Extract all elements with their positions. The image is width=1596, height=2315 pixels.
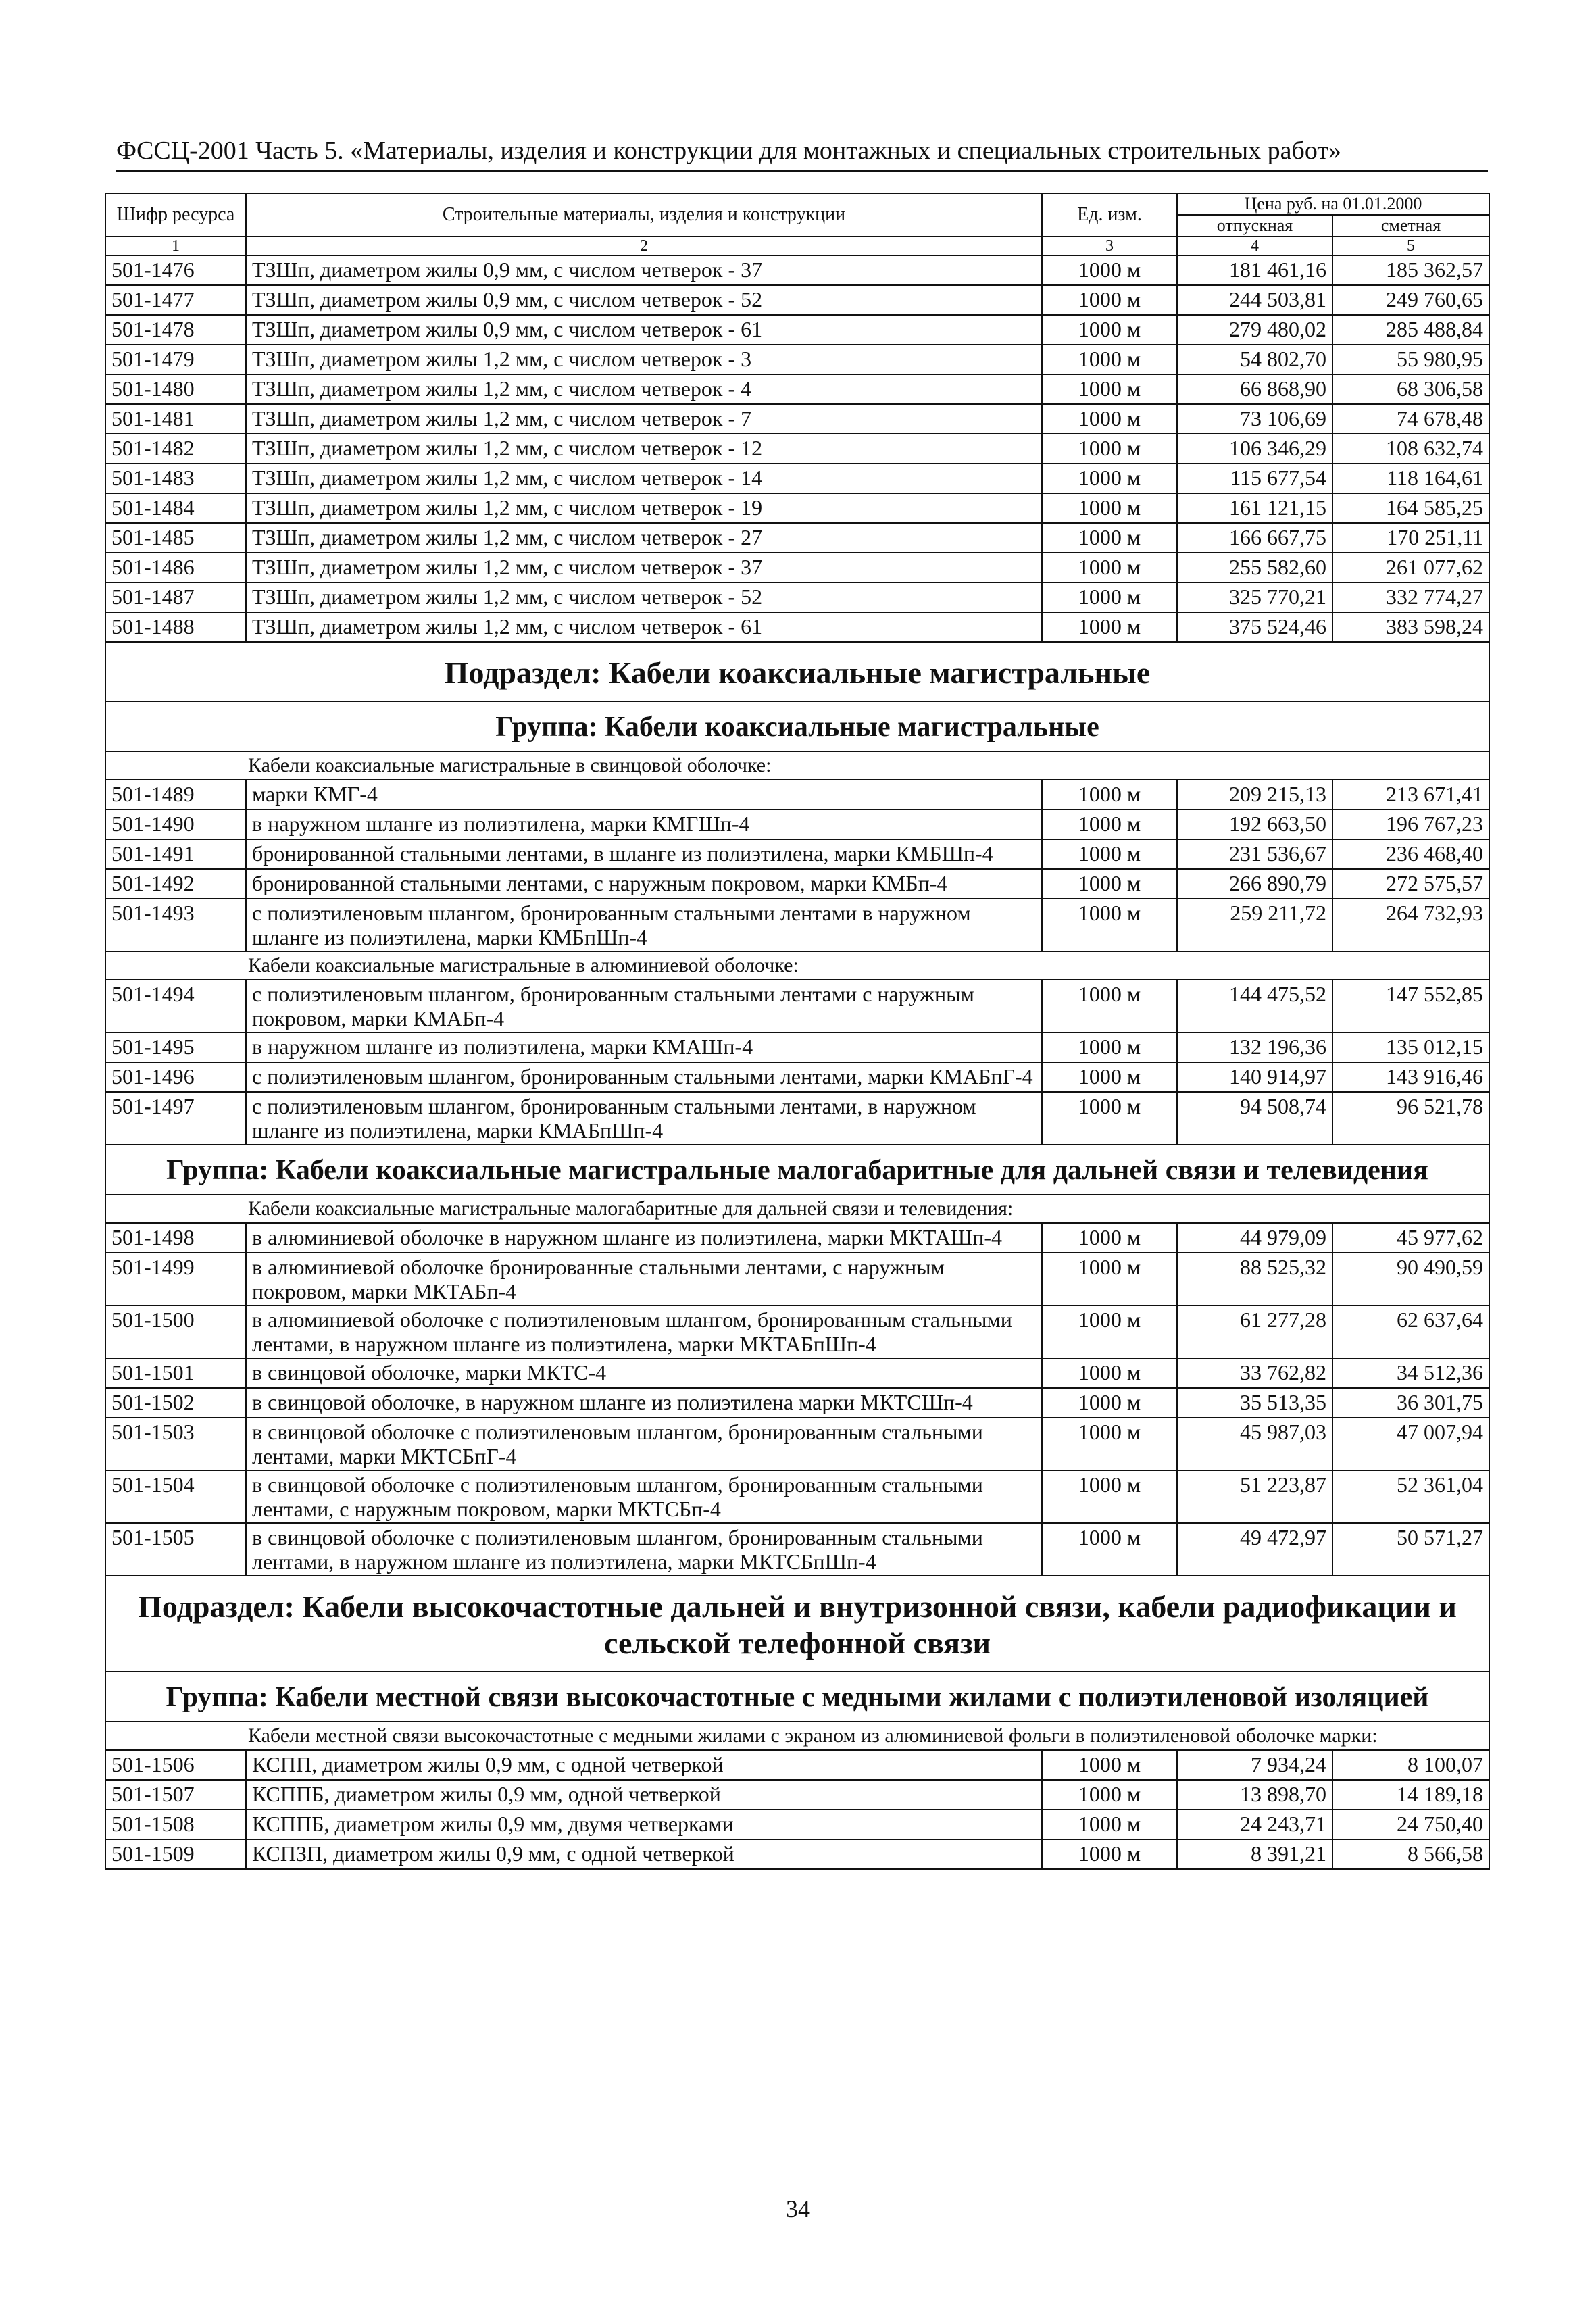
resource-code: 501-1489 — [105, 780, 246, 810]
price-release: 33 762,82 — [1177, 1358, 1332, 1388]
group-title: Группа: Кабели коаксиальные магистральные малогабаритные для дальней связи и телевидения — [105, 1145, 1489, 1195]
price-estimate: 236 468,40 — [1332, 839, 1489, 869]
col-number: 4 — [1177, 237, 1332, 255]
rows-section-e — [105, 1750, 1489, 1869]
resource-code: 501-1477 — [105, 285, 246, 315]
resource-unit: 1000 м — [1042, 1523, 1177, 1576]
resource-code: 501-1485 — [105, 523, 246, 553]
resource-unit: 1000 м — [1042, 285, 1177, 315]
resource-unit: 1000 м — [1042, 1253, 1177, 1305]
page-header: ФССЦ-2001 Часть 5. «Материалы, изделия и конструкции для монтажных и специальных строительных работ» — [116, 136, 1341, 165]
table-row — [105, 582, 1489, 612]
price-estimate: 8 100,07 — [1332, 1750, 1489, 1780]
resource-unit: 1000 м — [1042, 899, 1177, 951]
resource-code: 501-1506 — [105, 1750, 246, 1780]
resource-unit: 1000 м — [1042, 1092, 1177, 1145]
table-row — [105, 1810, 1489, 1839]
resource-name: с полиэтиленовым шлангом, бронированным стальными лентами, марки КМАБпГ-4 — [246, 1062, 1042, 1092]
price-release: 7 934,24 — [1177, 1750, 1332, 1780]
resource-name: в свинцовой оболочке, в наружном шланге из полиэтилена марки МКТСШп-4 — [246, 1388, 1042, 1418]
resource-code: 501-1491 — [105, 839, 246, 869]
price-release: 13 898,70 — [1177, 1780, 1332, 1810]
resource-name: ТЗШп, диаметром жилы 1,2 мм, с числом четверок - 52 — [246, 582, 1042, 612]
col-header-unit: Ед. изм. — [1042, 193, 1177, 237]
price-estimate: 47 007,94 — [1332, 1418, 1489, 1470]
price-estimate: 14 189,18 — [1332, 1780, 1489, 1810]
resource-unit: 1000 м — [1042, 374, 1177, 404]
price-estimate: 164 585,25 — [1332, 493, 1489, 523]
price-estimate: 62 637,64 — [1332, 1305, 1489, 1358]
resource-name: ТЗШп, диаметром жилы 1,2 мм, с числом четверок - 14 — [246, 464, 1042, 493]
table-row — [105, 345, 1489, 374]
table-row — [105, 1358, 1489, 1388]
table-row — [105, 1839, 1489, 1869]
resource-code: 501-1503 — [105, 1418, 246, 1470]
col-header-release: отпускная — [1177, 215, 1332, 237]
col-number: 5 — [1332, 237, 1489, 255]
resource-code: 501-1493 — [105, 899, 246, 951]
resource-unit: 1000 м — [1042, 315, 1177, 345]
table-row — [105, 1092, 1489, 1145]
resource-unit: 1000 м — [1042, 839, 1177, 869]
resource-name: в алюминиевой оболочке бронированные стальными лентами, с наружным покровом, марки МКТАБп-4 — [246, 1253, 1042, 1305]
resource-name: ТЗШп, диаметром жилы 0,9 мм, с числом четверок - 61 — [246, 315, 1042, 345]
table-row — [105, 869, 1489, 899]
table-row — [105, 434, 1489, 464]
resource-code: 501-1509 — [105, 1839, 246, 1869]
resource-name: бронированной стальными лентами, в шланге из полиэтилена, марки КМБШп-4 — [246, 839, 1042, 869]
table-row — [105, 980, 1489, 1032]
resource-name: с полиэтиленовым шлангом, бронированным стальными лентами с наружным покровом, марки КМАБп-4 — [246, 980, 1042, 1032]
col-number: 3 — [1042, 237, 1177, 255]
price-estimate: 261 077,62 — [1332, 553, 1489, 582]
resource-unit: 1000 м — [1042, 1810, 1177, 1839]
table-row — [105, 404, 1489, 434]
price-table — [105, 193, 1490, 1870]
resource-code: 501-1502 — [105, 1388, 246, 1418]
group-title: Группа: Кабели коаксиальные магистральные — [105, 701, 1489, 751]
resource-code: 501-1480 — [105, 374, 246, 404]
resource-unit: 1000 м — [1042, 1062, 1177, 1092]
resource-code: 501-1476 — [105, 255, 246, 285]
resource-unit: 1000 м — [1042, 345, 1177, 374]
price-estimate: 196 767,23 — [1332, 810, 1489, 839]
table-row — [105, 1253, 1489, 1305]
resource-name: в наружном шланге из полиэтилена, марки КМАШп-4 — [246, 1032, 1042, 1062]
price-release: 88 525,32 — [1177, 1253, 1332, 1305]
table-row — [105, 553, 1489, 582]
rows-section-c — [105, 980, 1489, 1145]
rows-section-b — [105, 780, 1489, 951]
price-release: 166 667,75 — [1177, 523, 1332, 553]
resource-code: 501-1507 — [105, 1780, 246, 1810]
price-release: 94 508,74 — [1177, 1092, 1332, 1145]
table-row — [105, 1418, 1489, 1470]
resource-code: 501-1488 — [105, 612, 246, 642]
price-estimate: 185 362,57 — [1332, 255, 1489, 285]
price-estimate: 45 977,62 — [1332, 1223, 1489, 1253]
price-estimate: 96 521,78 — [1332, 1092, 1489, 1145]
resource-name: ТЗШп, диаметром жилы 1,2 мм, с числом четверок - 4 — [246, 374, 1042, 404]
resource-unit: 1000 м — [1042, 464, 1177, 493]
group-note: Кабели коаксиальные магистральные в свинцовой оболочке: — [105, 751, 1489, 780]
price-release: 106 346,29 — [1177, 434, 1332, 464]
table-row — [105, 1523, 1489, 1576]
price-estimate: 24 750,40 — [1332, 1810, 1489, 1839]
resource-name: КСПЗП, диаметром жилы 0,9 мм, с одной четверкой — [246, 1839, 1042, 1869]
price-release: 266 890,79 — [1177, 869, 1332, 899]
resource-code: 501-1499 — [105, 1253, 246, 1305]
price-estimate: 272 575,57 — [1332, 869, 1489, 899]
resource-code: 501-1484 — [105, 493, 246, 523]
resource-unit: 1000 м — [1042, 523, 1177, 553]
resource-code: 501-1508 — [105, 1810, 246, 1839]
table-row — [105, 464, 1489, 493]
col-header-code: Шифр ресурса — [105, 193, 246, 237]
price-release: 231 536,67 — [1177, 839, 1332, 869]
table-row — [105, 1750, 1489, 1780]
resource-name: ТЗШп, диаметром жилы 0,9 мм, с числом четверок - 37 — [246, 255, 1042, 285]
resource-code: 501-1500 — [105, 1305, 246, 1358]
price-estimate: 383 598,24 — [1332, 612, 1489, 642]
resource-unit: 1000 м — [1042, 553, 1177, 582]
table-row — [105, 1470, 1489, 1523]
price-release: 132 196,36 — [1177, 1032, 1332, 1062]
price-estimate: 108 632,74 — [1332, 434, 1489, 464]
price-estimate: 143 916,46 — [1332, 1062, 1489, 1092]
resource-unit: 1000 м — [1042, 810, 1177, 839]
resource-name: с полиэтиленовым шлангом, бронированным стальными лентами, в наружном шланге из полиэтилена, марки КМАБпШп-4 — [246, 1092, 1042, 1145]
price-estimate: 55 980,95 — [1332, 345, 1489, 374]
price-release: 259 211,72 — [1177, 899, 1332, 951]
resource-unit: 1000 м — [1042, 404, 1177, 434]
header-rule — [116, 170, 1488, 172]
resource-code: 501-1505 — [105, 1523, 246, 1576]
resource-name: в алюминиевой оболочке с полиэтиленовым шлангом, бронированным стальными лентами, в наружном шланге из полиэтилена, марки МКТАБпШп-4 — [246, 1305, 1042, 1358]
price-release: 24 243,71 — [1177, 1810, 1332, 1839]
col-header-estimate: сметная — [1332, 215, 1489, 237]
page-number: 34 — [786, 2195, 810, 2222]
col-number: 2 — [246, 237, 1042, 255]
resource-unit: 1000 м — [1042, 255, 1177, 285]
resource-code: 501-1495 — [105, 1032, 246, 1062]
price-release: 140 914,97 — [1177, 1062, 1332, 1092]
table-row — [105, 1062, 1489, 1092]
resource-unit: 1000 м — [1042, 869, 1177, 899]
price-release: 325 770,21 — [1177, 582, 1332, 612]
table-row — [105, 374, 1489, 404]
table-row — [105, 810, 1489, 839]
price-estimate: 135 012,15 — [1332, 1032, 1489, 1062]
price-estimate: 332 774,27 — [1332, 582, 1489, 612]
resource-name: ТЗШп, диаметром жилы 1,2 мм, с числом четверок - 19 — [246, 493, 1042, 523]
price-estimate: 213 671,41 — [1332, 780, 1489, 810]
resource-unit: 1000 м — [1042, 1358, 1177, 1388]
resource-name: в свинцовой оболочке, марки МКТС-4 — [246, 1358, 1042, 1388]
subsection-title: Подраздел: Кабели коаксиальные магистральные — [105, 642, 1489, 701]
resource-code: 501-1497 — [105, 1092, 246, 1145]
col-header-price: Цена руб. на 01.01.2000 — [1177, 193, 1489, 215]
resource-unit: 1000 м — [1042, 493, 1177, 523]
resource-name: КСПП, диаметром жилы 0,9 мм, с одной четверкой — [246, 1750, 1042, 1780]
price-estimate: 118 164,61 — [1332, 464, 1489, 493]
table-row — [105, 1223, 1489, 1253]
resource-unit: 1000 м — [1042, 434, 1177, 464]
group-note: Кабели местной связи высокочастотные с медными жилами с экраном из алюминиевой фольги в полиэтиленовой оболочке марки: — [105, 1722, 1489, 1750]
price-release: 61 277,28 — [1177, 1305, 1332, 1358]
resource-code: 501-1482 — [105, 434, 246, 464]
price-release: 66 868,90 — [1177, 374, 1332, 404]
resource-name: в алюминиевой оболочке в наружном шланге из полиэтилена, марки МКТАШп-4 — [246, 1223, 1042, 1253]
price-estimate: 147 552,85 — [1332, 980, 1489, 1032]
resource-name: в свинцовой оболочке с полиэтиленовым шлангом, бронированным стальными лентами, в наружном шланге из полиэтилена, марки МКТСБпШп-4 — [246, 1523, 1042, 1576]
rows-section-d — [105, 1223, 1489, 1576]
table-row — [105, 493, 1489, 523]
price-release: 73 106,69 — [1177, 404, 1332, 434]
resource-code: 501-1478 — [105, 315, 246, 345]
resource-unit: 1000 м — [1042, 1305, 1177, 1358]
table-row — [105, 612, 1489, 642]
price-release: 375 524,46 — [1177, 612, 1332, 642]
group-note: Кабели коаксиальные магистральные малогабаритные для дальней связи и телевидения: — [105, 1195, 1489, 1223]
resource-code: 501-1492 — [105, 869, 246, 899]
resource-unit: 1000 м — [1042, 980, 1177, 1032]
resource-name: бронированной стальными лентами, с наружным покровом, марки КМБп-4 — [246, 869, 1042, 899]
price-release: 44 979,09 — [1177, 1223, 1332, 1253]
table-row — [105, 1032, 1489, 1062]
resource-name: ТЗШп, диаметром жилы 0,9 мм, с числом четверок - 52 — [246, 285, 1042, 315]
resource-name: ТЗШп, диаметром жилы 1,2 мм, с числом четверок - 3 — [246, 345, 1042, 374]
table-row — [105, 255, 1489, 285]
price-estimate: 170 251,11 — [1332, 523, 1489, 553]
table-row — [105, 1780, 1489, 1810]
price-release: 181 461,16 — [1177, 255, 1332, 285]
price-estimate: 68 306,58 — [1332, 374, 1489, 404]
col-header-name: Строительные материалы, изделия и конструкции — [246, 193, 1042, 237]
resource-unit: 1000 м — [1042, 1388, 1177, 1418]
group-note: Кабели коаксиальные магистральные в алюминиевой оболочке: — [105, 951, 1489, 980]
table-row — [105, 780, 1489, 810]
rows-section-a — [105, 255, 1489, 642]
price-release: 209 215,13 — [1177, 780, 1332, 810]
resource-unit: 1000 м — [1042, 1839, 1177, 1869]
price-release: 35 513,35 — [1177, 1388, 1332, 1418]
price-release: 279 480,02 — [1177, 315, 1332, 345]
table-row — [105, 899, 1489, 951]
resource-name: ТЗШп, диаметром жилы 1,2 мм, с числом четверок - 61 — [246, 612, 1042, 642]
price-release: 49 472,97 — [1177, 1523, 1332, 1576]
table-row — [105, 523, 1489, 553]
resource-code: 501-1481 — [105, 404, 246, 434]
resource-name: в наружном шланге из полиэтилена, марки КМГШп-4 — [246, 810, 1042, 839]
resource-unit: 1000 м — [1042, 780, 1177, 810]
resource-name: в свинцовой оболочке с полиэтиленовым шлангом, бронированным стальными лентами, с наружным покровом, марки МКТСБп-4 — [246, 1470, 1042, 1523]
resource-name: КСППБ, диаметром жилы 0,9 мм, двумя четверками — [246, 1810, 1042, 1839]
table-row — [105, 1388, 1489, 1418]
resource-name: в свинцовой оболочке с полиэтиленовым шлангом, бронированным стальными лентами, марки МКТСБпГ-4 — [246, 1418, 1042, 1470]
resource-code: 501-1496 — [105, 1062, 246, 1092]
resource-code: 501-1501 — [105, 1358, 246, 1388]
resource-name: с полиэтиленовым шлангом, бронированным стальными лентами в наружном шланге из полиэтилена, марки КМБпШп-4 — [246, 899, 1042, 951]
price-estimate: 249 760,65 — [1332, 285, 1489, 315]
resource-unit: 1000 м — [1042, 1418, 1177, 1470]
resource-code: 501-1490 — [105, 810, 246, 839]
resource-code: 501-1487 — [105, 582, 246, 612]
resource-code: 501-1486 — [105, 553, 246, 582]
resource-name: ТЗШп, диаметром жилы 1,2 мм, с числом четверок - 7 — [246, 404, 1042, 434]
resource-unit: 1000 м — [1042, 1750, 1177, 1780]
price-estimate: 285 488,84 — [1332, 315, 1489, 345]
price-release: 45 987,03 — [1177, 1418, 1332, 1470]
price-estimate: 74 678,48 — [1332, 404, 1489, 434]
table-row — [105, 839, 1489, 869]
resource-name: КСППБ, диаметром жилы 0,9 мм, одной четверкой — [246, 1780, 1042, 1810]
resource-unit: 1000 м — [1042, 1780, 1177, 1810]
price-estimate: 8 566,58 — [1332, 1839, 1489, 1869]
resource-code: 501-1504 — [105, 1470, 246, 1523]
resource-name: ТЗШп, диаметром жилы 1,2 мм, с числом четверок - 12 — [246, 434, 1042, 464]
resource-name: ТЗШп, диаметром жилы 1,2 мм, с числом четверок - 27 — [246, 523, 1042, 553]
price-release: 255 582,60 — [1177, 553, 1332, 582]
resource-code: 501-1498 — [105, 1223, 246, 1253]
price-release: 115 677,54 — [1177, 464, 1332, 493]
resource-name: ТЗШп, диаметром жилы 1,2 мм, с числом четверок - 37 — [246, 553, 1042, 582]
table-row — [105, 315, 1489, 345]
resource-unit: 1000 м — [1042, 1223, 1177, 1253]
resource-code: 501-1483 — [105, 464, 246, 493]
price-release: 8 391,21 — [1177, 1839, 1332, 1869]
price-estimate: 36 301,75 — [1332, 1388, 1489, 1418]
table-row — [105, 1305, 1489, 1358]
resource-code: 501-1494 — [105, 980, 246, 1032]
price-release: 51 223,87 — [1177, 1470, 1332, 1523]
price-estimate: 52 361,04 — [1332, 1470, 1489, 1523]
resource-unit: 1000 м — [1042, 1470, 1177, 1523]
resource-unit: 1000 м — [1042, 612, 1177, 642]
resource-unit: 1000 м — [1042, 582, 1177, 612]
price-estimate: 264 732,93 — [1332, 899, 1489, 951]
price-release: 144 475,52 — [1177, 980, 1332, 1032]
price-release: 54 802,70 — [1177, 345, 1332, 374]
table-row — [105, 285, 1489, 315]
price-release: 192 663,50 — [1177, 810, 1332, 839]
price-release: 244 503,81 — [1177, 285, 1332, 315]
subsection-title: Подраздел: Кабели высокочастотные дальней и внутризонной связи, кабели радиофикации и сельской телефонной связи — [105, 1576, 1489, 1672]
resource-name: марки КМГ-4 — [246, 780, 1042, 810]
resource-unit: 1000 м — [1042, 1032, 1177, 1062]
col-number: 1 — [105, 237, 246, 255]
price-estimate: 90 490,59 — [1332, 1253, 1489, 1305]
price-release: 161 121,15 — [1177, 493, 1332, 523]
price-estimate: 34 512,36 — [1332, 1358, 1489, 1388]
group-title: Группа: Кабели местной связи высокочастотные с медными жилами с полиэтиленовой изоляцией — [105, 1672, 1489, 1722]
price-estimate: 50 571,27 — [1332, 1523, 1489, 1576]
resource-code: 501-1479 — [105, 345, 246, 374]
